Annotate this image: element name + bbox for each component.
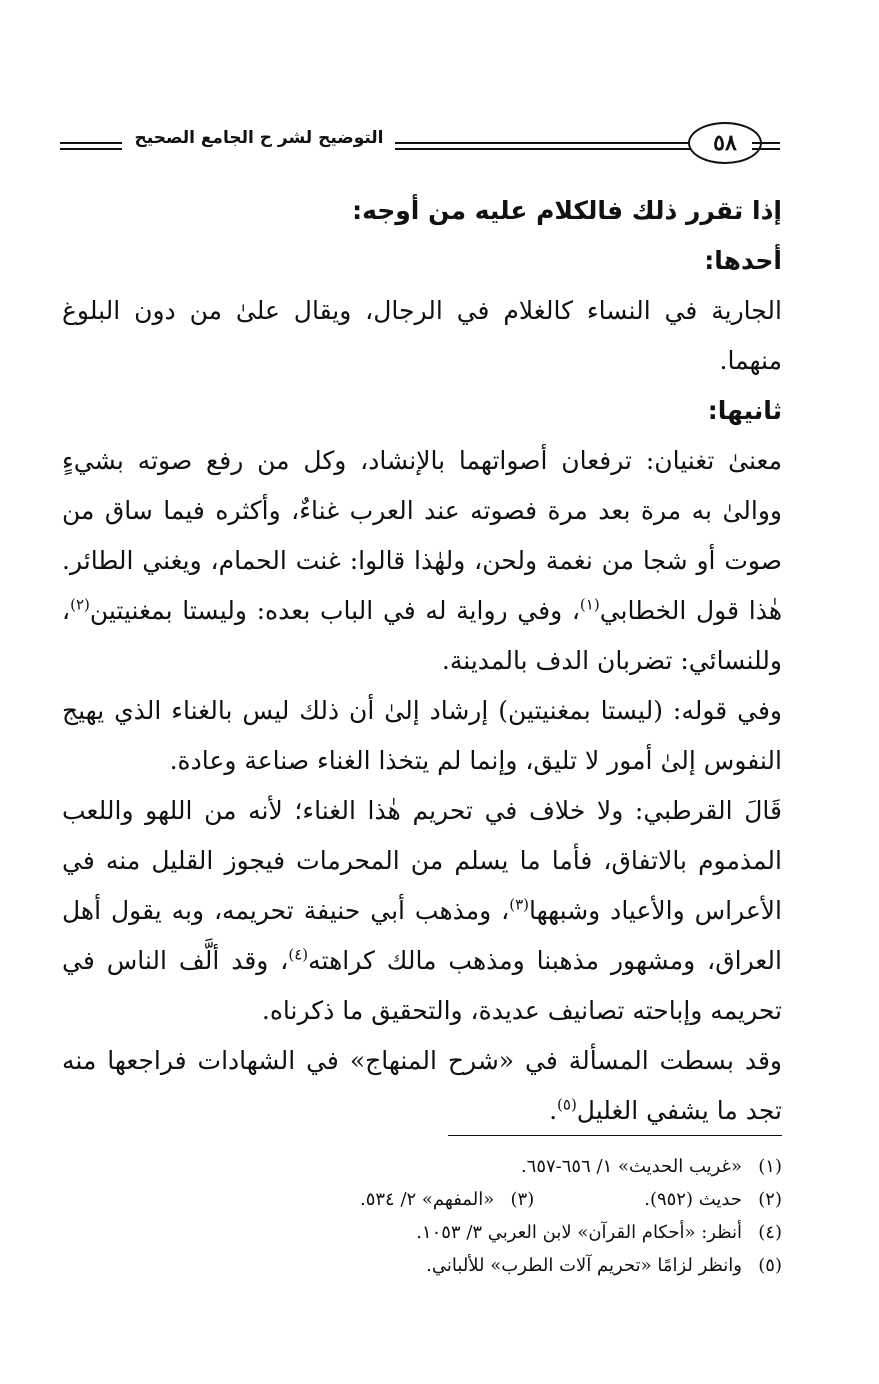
footnote-2-3 [62,1183,782,1216]
intro-heading: إذا تقرر ذلك فالكلام عليه من أوجه: [352,196,782,225]
section-heading-1: أحدها: [704,246,782,275]
footnote-1 [62,1150,782,1183]
footnote-2-number: (٢) [758,1189,782,1210]
paragraph-4 [62,786,782,1036]
footnote-4-number: (٤) [758,1222,782,1243]
paragraph-2 [62,436,782,686]
paragraph-2-part-b: ، وفي رواية له في الباب بعده: وليستا بمغنيتين [89,596,580,625]
paragraph-5-part-a: وقد بسطت المسألة في «شرح المنهاج» في الشهادات فراجعها منه تجد ما يشفي الغليل [62,1046,782,1125]
footnote-ref-2: (٢) [70,595,90,614]
paragraph-2-part-c: ، وللنسائي: تضربان الدف بالمدينة. [62,596,782,675]
footnote-1-number: (١) [758,1156,782,1177]
footnote-2-text: حديث (٩٥٢). [644,1189,742,1210]
footnote-5-text: وانظر لزامًا «تحريم آلات الطرب» للألباني. [426,1255,742,1276]
header-rule-left [60,142,122,150]
paragraph-5-part-b: . [549,1096,558,1125]
footnote-3-text: «المفهم» ٢/ ٥٣٤. [359,1189,495,1210]
paragraph-2-part-a: معنىٰ تغنيان: ترفعان أصواتهما بالإنشاد، وكل من رفع صوته بشيءٍ ووالىٰ به مرة بعد مرة فصوته عند العرب غناءٌ، وأكثره فيما ساق من صوت أو شجا من نغمة ولحن، ولهٰذا قالوا: غنت الحمام، ويغني الطائر. هٰذا قول الخطابي [62,446,782,625]
paragraph-4-part-c: ، وقد ألَّف الناس في تحريمه وإباحته تصانيف عديدة، والتحقيق ما ذكرناه. [62,946,782,1025]
section-heading-2: ثانيها: [707,396,782,425]
paragraph-4-part-b: ، ومذهب أبي حنيفة تحريمه، وبه يقول أهل العراق، ومشهور مذهبنا ومذهب مالك كراهته [62,896,782,975]
paragraph-4-part-a: قَالَ القرطبي: ولا خلاف في تحريم هٰذا الغناء؛ لأنه من اللهو واللعب المذموم بالاتفاق، فأما ما يسلم من المحرمات فيجوز القليل منه في الأعراس والأعياد وشبهها [62,796,782,925]
footnote-separator [448,1135,782,1136]
footnote-3-number: (٣) [510,1189,535,1210]
body-text [62,186,782,1136]
footnote-4 [62,1216,782,1249]
footnote-ref-3: (٣) [509,895,530,914]
footnotes [62,1150,782,1282]
paragraph-5 [62,1036,782,1136]
footnote-5-number: (٥) [758,1255,782,1276]
running-title: التوضيح لشر ح الجامع الصحيح [134,128,384,148]
footnote-5 [62,1249,782,1282]
footnote-ref-1: (١) [579,595,600,614]
header-rule-right [752,142,780,150]
header-rule-middle [395,142,695,150]
page-header [60,120,780,170]
footnote-ref-4: (٤) [288,945,309,964]
paragraph-3: وفي قوله: (ليستا بمغنيتين) إرشاد إلىٰ أن ذلك ليس بالغناء الذي يهيج النفوس إلىٰ أمور لا تليق، وإنما لم يتخذا الغناء صناعة وعادة. [62,696,782,775]
footnote-ref-5: (٥) [557,1095,577,1114]
footnote-4-text: أنظر: «أحكام القرآن» لابن العربي ٣/ ١٠٥٣. [416,1222,742,1243]
page-number: ٥٨ [688,122,762,164]
footnote-1-text: «غريب الحديث» ١/ ٦٥٦-٦٥٧. [520,1156,742,1177]
paragraph-1: الجارية في النساء كالغلام في الرجال، ويقال علىٰ من دون البلوغ منهما. [62,296,782,375]
